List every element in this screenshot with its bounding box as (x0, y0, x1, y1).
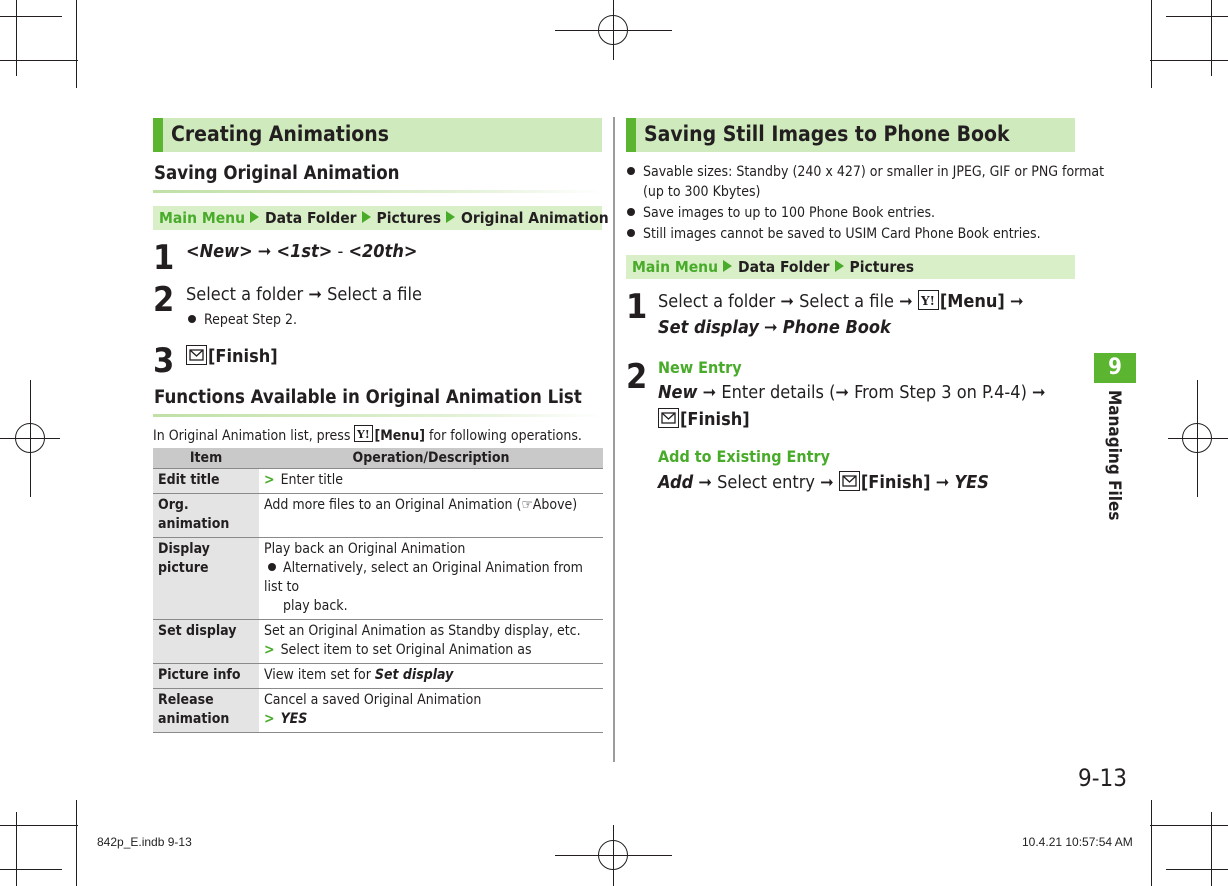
page-number: 9-13 (1078, 764, 1127, 792)
column-divider (613, 117, 615, 762)
table-row: Release animation Cancel a saved Original Animation > YES (153, 689, 603, 733)
bullet-icon (627, 229, 635, 237)
step-1-text: Select a folder ➞ Select a file ➞ Y! [Menu] ➞ (658, 291, 1024, 312)
bullet-item-continued: (up to 300 Kbytes) (643, 184, 761, 200)
table-intro: In Original Animation list, press Y! [Menu] for following operations. (153, 425, 582, 444)
chapter-title: Managing Files (1104, 390, 1124, 521)
step-number: 3 (153, 341, 175, 381)
menu-path-item: Data Folder (265, 209, 357, 227)
subheading-saving-original-animation: Saving Original Animation (154, 163, 400, 184)
step-2-note: Repeat Step 2. (188, 312, 297, 328)
table-row: Set display Set an Original Animation as Standby display, etc. > Select item to set Original Animation as (153, 620, 603, 664)
triangle-right-icon (250, 211, 259, 223)
mail-key-icon (658, 408, 679, 428)
yahoo-key-icon (918, 290, 939, 310)
menu-path-item: Main Menu (632, 258, 719, 276)
new-entry-label: New Entry (658, 358, 742, 377)
footer-timestamp: 10.4.21 10:57:54 AM (1022, 835, 1133, 849)
yahoo-key-icon (354, 425, 373, 442)
menu-path-item: Original Animation (461, 209, 609, 227)
triangle-right-icon (835, 260, 844, 272)
triangle-right-icon (362, 211, 371, 223)
step-number: 1 (626, 287, 648, 327)
step-3-text: [Finish] (186, 345, 278, 367)
hand-icon: ☞ (521, 497, 533, 513)
menu-path-item: Pictures (376, 209, 442, 227)
svg-text:Y!: Y! (920, 294, 935, 308)
table-header-item: Item (153, 448, 259, 469)
step-2-text: Select a folder ➞ Select a file (186, 284, 422, 305)
menu-path-item: Pictures (849, 258, 915, 276)
arrow-icon: ➞ (308, 284, 322, 305)
section-title: Creating Animations (171, 122, 389, 146)
chapter-tab: 9 (1094, 353, 1136, 383)
menu-path (626, 255, 1075, 279)
svg-text:Y!: Y! (357, 428, 371, 440)
arrow-icon: ➞ (257, 241, 272, 262)
mail-key-icon (186, 345, 207, 365)
table-row: Edit title > Enter title (153, 469, 603, 494)
mail-key-icon (839, 471, 860, 491)
step-number: 2 (626, 357, 648, 397)
bullet-icon (188, 315, 196, 323)
bullet-item: Savable sizes: Standby (240 x 427) or smaller in JPEG, GIF or PNG format (627, 164, 1104, 180)
subheading-functions-available: Functions Available in Original Animation List (154, 387, 582, 408)
step-number: 2 (153, 280, 175, 320)
footer-file-info: 842p_E.indb 9-13 (97, 835, 192, 849)
step-1-text-continued: Set display ➞ Phone Book (658, 317, 891, 338)
table-header-operation: Operation/Description (259, 448, 603, 469)
triangle-right-icon (723, 260, 732, 272)
bullet-icon (627, 167, 635, 175)
table-row: Display picture Play back an Original Animation Alternatively, select an Original Animation from list to play back. (153, 538, 603, 620)
triangle-right-icon (446, 211, 455, 223)
bullet-item: Save images to up to 100 Phone Book entries. (627, 205, 935, 221)
menu-path (153, 206, 609, 230)
new-entry-text: New ➞ Enter details (➞ From Step 3 on P.4-4) ➞ (658, 382, 1046, 403)
menu-path-item: Data Folder (738, 258, 830, 276)
bullet-item: Still images cannot be saved to USIM Card Phone Book entries. (627, 226, 1041, 242)
table-row: Org. animation Add more files to an Original Animation (☞Above) (153, 494, 603, 538)
section-title: Saving Still Images to Phone Book (644, 122, 1010, 146)
section-heading-saving-still-images (626, 118, 1075, 152)
step-number: 1 (153, 238, 175, 278)
section-heading-creating-animations (153, 118, 602, 152)
menu-path-item: Main Menu (159, 209, 246, 227)
functions-table (153, 448, 603, 733)
new-entry-finish: [Finish] (658, 408, 750, 430)
bullet-icon (268, 563, 276, 571)
bullet-icon (627, 208, 635, 216)
add-existing-label: Add to Existing Entry (658, 447, 830, 466)
step-1-text: <New> ➞ <1st> - <20th> (186, 241, 418, 262)
table-row: Picture info View item set for Set display (153, 664, 603, 689)
add-existing-text: Add ➞ Select entry ➞ [Finish] ➞ YES (658, 472, 989, 493)
